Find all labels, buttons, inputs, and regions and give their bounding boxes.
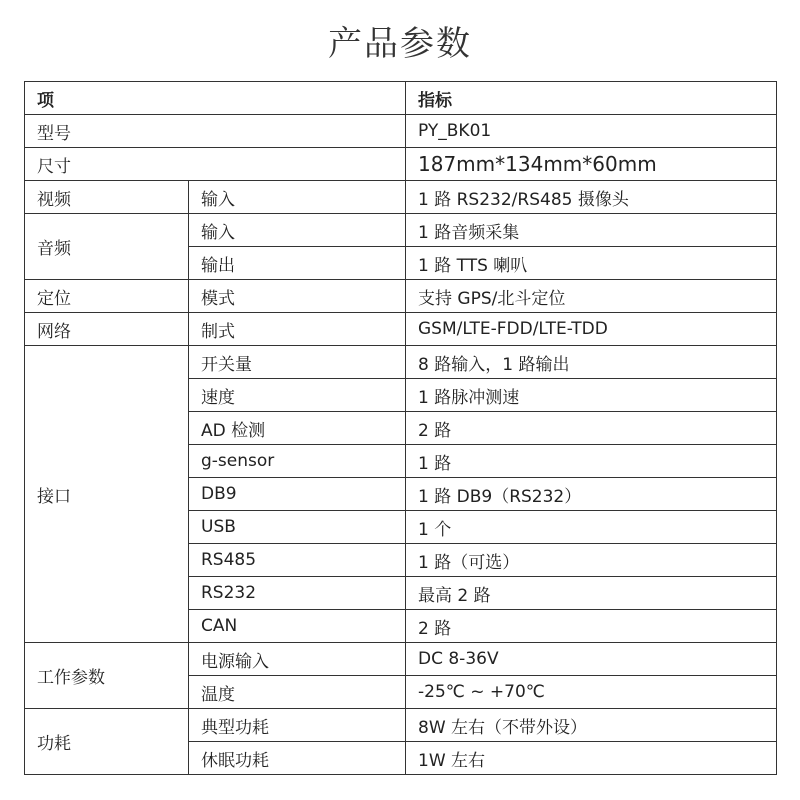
group-label: 音频 [25, 214, 189, 280]
param-value: 8 路输入，1 路输出 [406, 346, 777, 379]
table-row [25, 280, 777, 313]
group-label: 工作参数 [25, 643, 189, 709]
param-value: 2 路 [406, 610, 777, 643]
param-value: 1 路脉冲测速 [406, 379, 777, 412]
spec-table [24, 81, 777, 775]
table-row [25, 181, 777, 214]
row-value: 187mm*134mm*60mm [406, 148, 777, 181]
param-name: g-sensor [189, 445, 406, 478]
param-name: 输入 [189, 181, 406, 214]
page-title: 产品参数 [328, 24, 472, 64]
table-row [25, 346, 777, 379]
table-row [25, 709, 777, 742]
param-name: 开关量 [189, 346, 406, 379]
table-row [25, 115, 777, 148]
param-name: 输入 [189, 214, 406, 247]
param-value: 1 路 [406, 445, 777, 478]
param-name: RS232 [189, 577, 406, 610]
param-value: 1 路 RS232/RS485 摄像头 [406, 181, 777, 214]
param-name: 制式 [189, 313, 406, 346]
param-value: 1 路音频采集 [406, 214, 777, 247]
param-name: AD 检测 [189, 412, 406, 445]
param-value: 1 路 TTS 喇叭 [406, 247, 777, 280]
param-value: 1W 左右 [406, 742, 777, 775]
table-row [25, 313, 777, 346]
param-name: CAN [189, 610, 406, 643]
table-row [25, 148, 777, 181]
param-name: DB9 [189, 478, 406, 511]
param-name: 输出 [189, 247, 406, 280]
param-value: DC 8-36V [406, 643, 777, 676]
row-label: 尺寸 [25, 148, 406, 181]
group-label: 视频 [25, 181, 189, 214]
param-value: 1 个 [406, 511, 777, 544]
param-name: 典型功耗 [189, 709, 406, 742]
param-value: 8W 左右（不带外设） [406, 709, 777, 742]
group-label: 功耗 [25, 709, 189, 775]
group-label: 网络 [25, 313, 189, 346]
param-name: 休眠功耗 [189, 742, 406, 775]
param-value: 1 路 DB9（RS232） [406, 478, 777, 511]
param-value: 1 路（可选） [406, 544, 777, 577]
group-label: 定位 [25, 280, 189, 313]
param-name: 电源输入 [189, 643, 406, 676]
param-value: 最高 2 路 [406, 577, 777, 610]
row-label: 型号 [25, 115, 406, 148]
table-row [25, 643, 777, 676]
param-name: USB [189, 511, 406, 544]
group-label: 接口 [25, 346, 189, 643]
table-row [25, 214, 777, 247]
param-name: 模式 [189, 280, 406, 313]
header-spec: 指标 [406, 82, 777, 115]
param-value: -25℃ ~ +70℃ [406, 676, 777, 709]
param-name: 速度 [189, 379, 406, 412]
row-value: PY_BK01 [406, 115, 777, 148]
param-value: 支持 GPS/北斗定位 [406, 280, 777, 313]
table-header-row [25, 82, 777, 115]
param-name: 温度 [189, 676, 406, 709]
param-value: 2 路 [406, 412, 777, 445]
param-value: GSM/LTE-FDD/LTE-TDD [406, 313, 777, 346]
param-name: RS485 [189, 544, 406, 577]
header-item: 项 [25, 82, 406, 115]
